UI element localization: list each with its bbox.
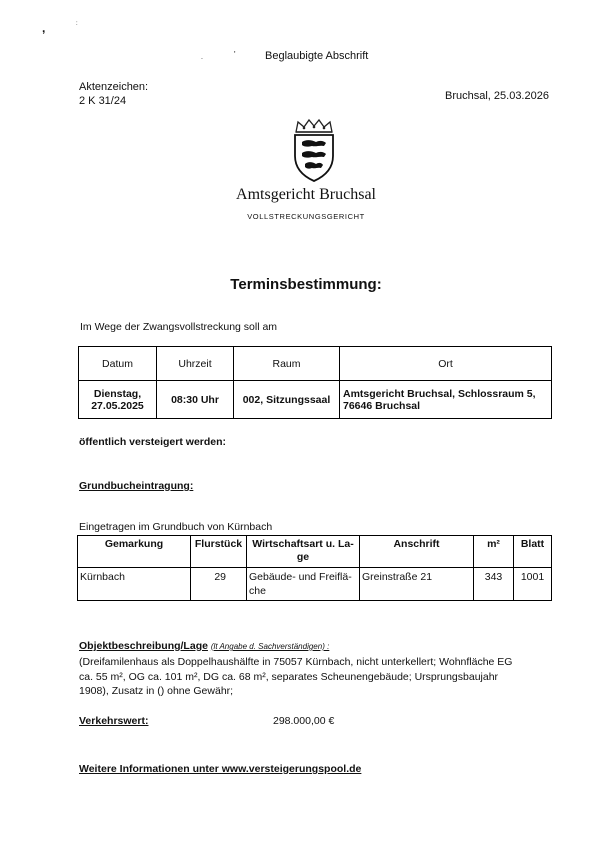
object-description-line2: ca. 55 m², OG ca. 101 m², DG ca. 68 m², separates Scheunengebäude; Ursprungsbaujahr	[79, 670, 499, 683]
cell-wirtschaftsart-line2: che	[249, 585, 266, 597]
scan-speck: '	[234, 50, 236, 59]
object-heading-note: (lt Angabe d. Sachverständigen) :	[210, 642, 330, 651]
scan-speck: .	[201, 54, 203, 61]
certified-copy-label: Beglaubigte Abschrift	[265, 50, 369, 62]
cell-gemarkung: Kürnbach	[78, 568, 191, 601]
scan-speck: :	[76, 21, 78, 27]
col-header-anschrift: Anschrift	[360, 536, 474, 568]
object-description-line1: (Dreifamilenhaus als Doppelhaushälfte in 75057 Kürnbach, nicht unterkellert; Wohnfläche EG	[79, 656, 513, 668]
object-description-line3: 1908), Zusatz in () ohne Gewähr;	[79, 685, 234, 697]
file-reference-value: 2 K 31/24	[79, 95, 127, 107]
col-header-wirtschaftsart-line1: Wirtschaftsart u. La-	[252, 538, 354, 550]
cell-blatt: 1001	[514, 568, 552, 601]
cell-flurstueck: 29	[191, 568, 247, 601]
object-description	[79, 655, 549, 699]
col-header-ort: Ort	[340, 347, 552, 381]
appointment-place-line1: Amtsgericht Bruchsal, Schlossraum 5,	[343, 387, 536, 400]
intro-text: Im Wege der Zwangsvollstreckung soll am	[80, 321, 278, 333]
more-info-link[interactable]: Weitere Informationen unter www.versteigerungspool.de	[79, 763, 362, 775]
auction-statement: öffentlich versteigert werden:	[79, 436, 227, 448]
object-heading	[79, 640, 329, 652]
court-name: Amtsgericht Bruchsal	[236, 186, 376, 203]
appointment-place-line2: 76646 Bruchsal	[343, 399, 421, 412]
table-header-row	[78, 536, 552, 568]
object-heading-label: Objektbeschreibung/Lage	[79, 640, 208, 652]
document-title: Terminsbestimmung:	[230, 276, 382, 293]
land-register-table	[77, 535, 552, 601]
appointment-room: 002, Sitzungssaal	[234, 381, 340, 419]
table-row	[78, 568, 552, 601]
land-register-heading: Grundbucheintragung:	[79, 480, 194, 492]
col-header-m2: m²	[474, 536, 514, 568]
court-department: VOLLSTRECKUNGSGERICHT	[247, 212, 365, 221]
market-value: 298.000,00 €	[273, 715, 335, 727]
file-reference-label: Aktenzeichen:	[79, 81, 149, 93]
col-header-flurstueck: Flurstück	[191, 536, 247, 568]
col-header-wirtschaftsart	[247, 536, 360, 568]
appointment-time: 08:30 Uhr	[157, 381, 234, 419]
col-header-blatt: Blatt	[514, 536, 552, 568]
market-value-label: Verkehrswert:	[79, 715, 149, 727]
place-date: Bruchsal, 25.03.2026	[445, 90, 549, 102]
table-header-row	[79, 347, 552, 381]
col-header-uhrzeit: Uhrzeit	[157, 347, 234, 381]
land-register-intro: Eingetragen im Grundbuch von Kürnbach	[79, 521, 273, 533]
col-header-datum: Datum	[79, 347, 157, 381]
table-row	[79, 381, 552, 419]
appointment-date	[79, 381, 157, 419]
cell-wirtschaftsart-line1: Gebäude- und Freiflä-	[249, 571, 352, 583]
appointment-place	[340, 381, 552, 419]
scan-speck: ,	[42, 21, 46, 35]
col-header-wirtschaftsart-line2: ge	[296, 551, 310, 563]
col-header-gemarkung: Gemarkung	[78, 536, 191, 568]
coat-of-arms-icon	[290, 118, 338, 182]
cell-m2: 343	[474, 568, 514, 601]
appointment-weekday: Dienstag,	[93, 387, 142, 400]
cell-wirtschaftsart	[247, 568, 360, 601]
col-header-raum: Raum	[234, 347, 340, 381]
appointment-date-value: 27.05.2025	[91, 399, 144, 412]
appointment-table	[78, 346, 552, 419]
cell-anschrift: Greinstraße 21	[360, 568, 474, 601]
